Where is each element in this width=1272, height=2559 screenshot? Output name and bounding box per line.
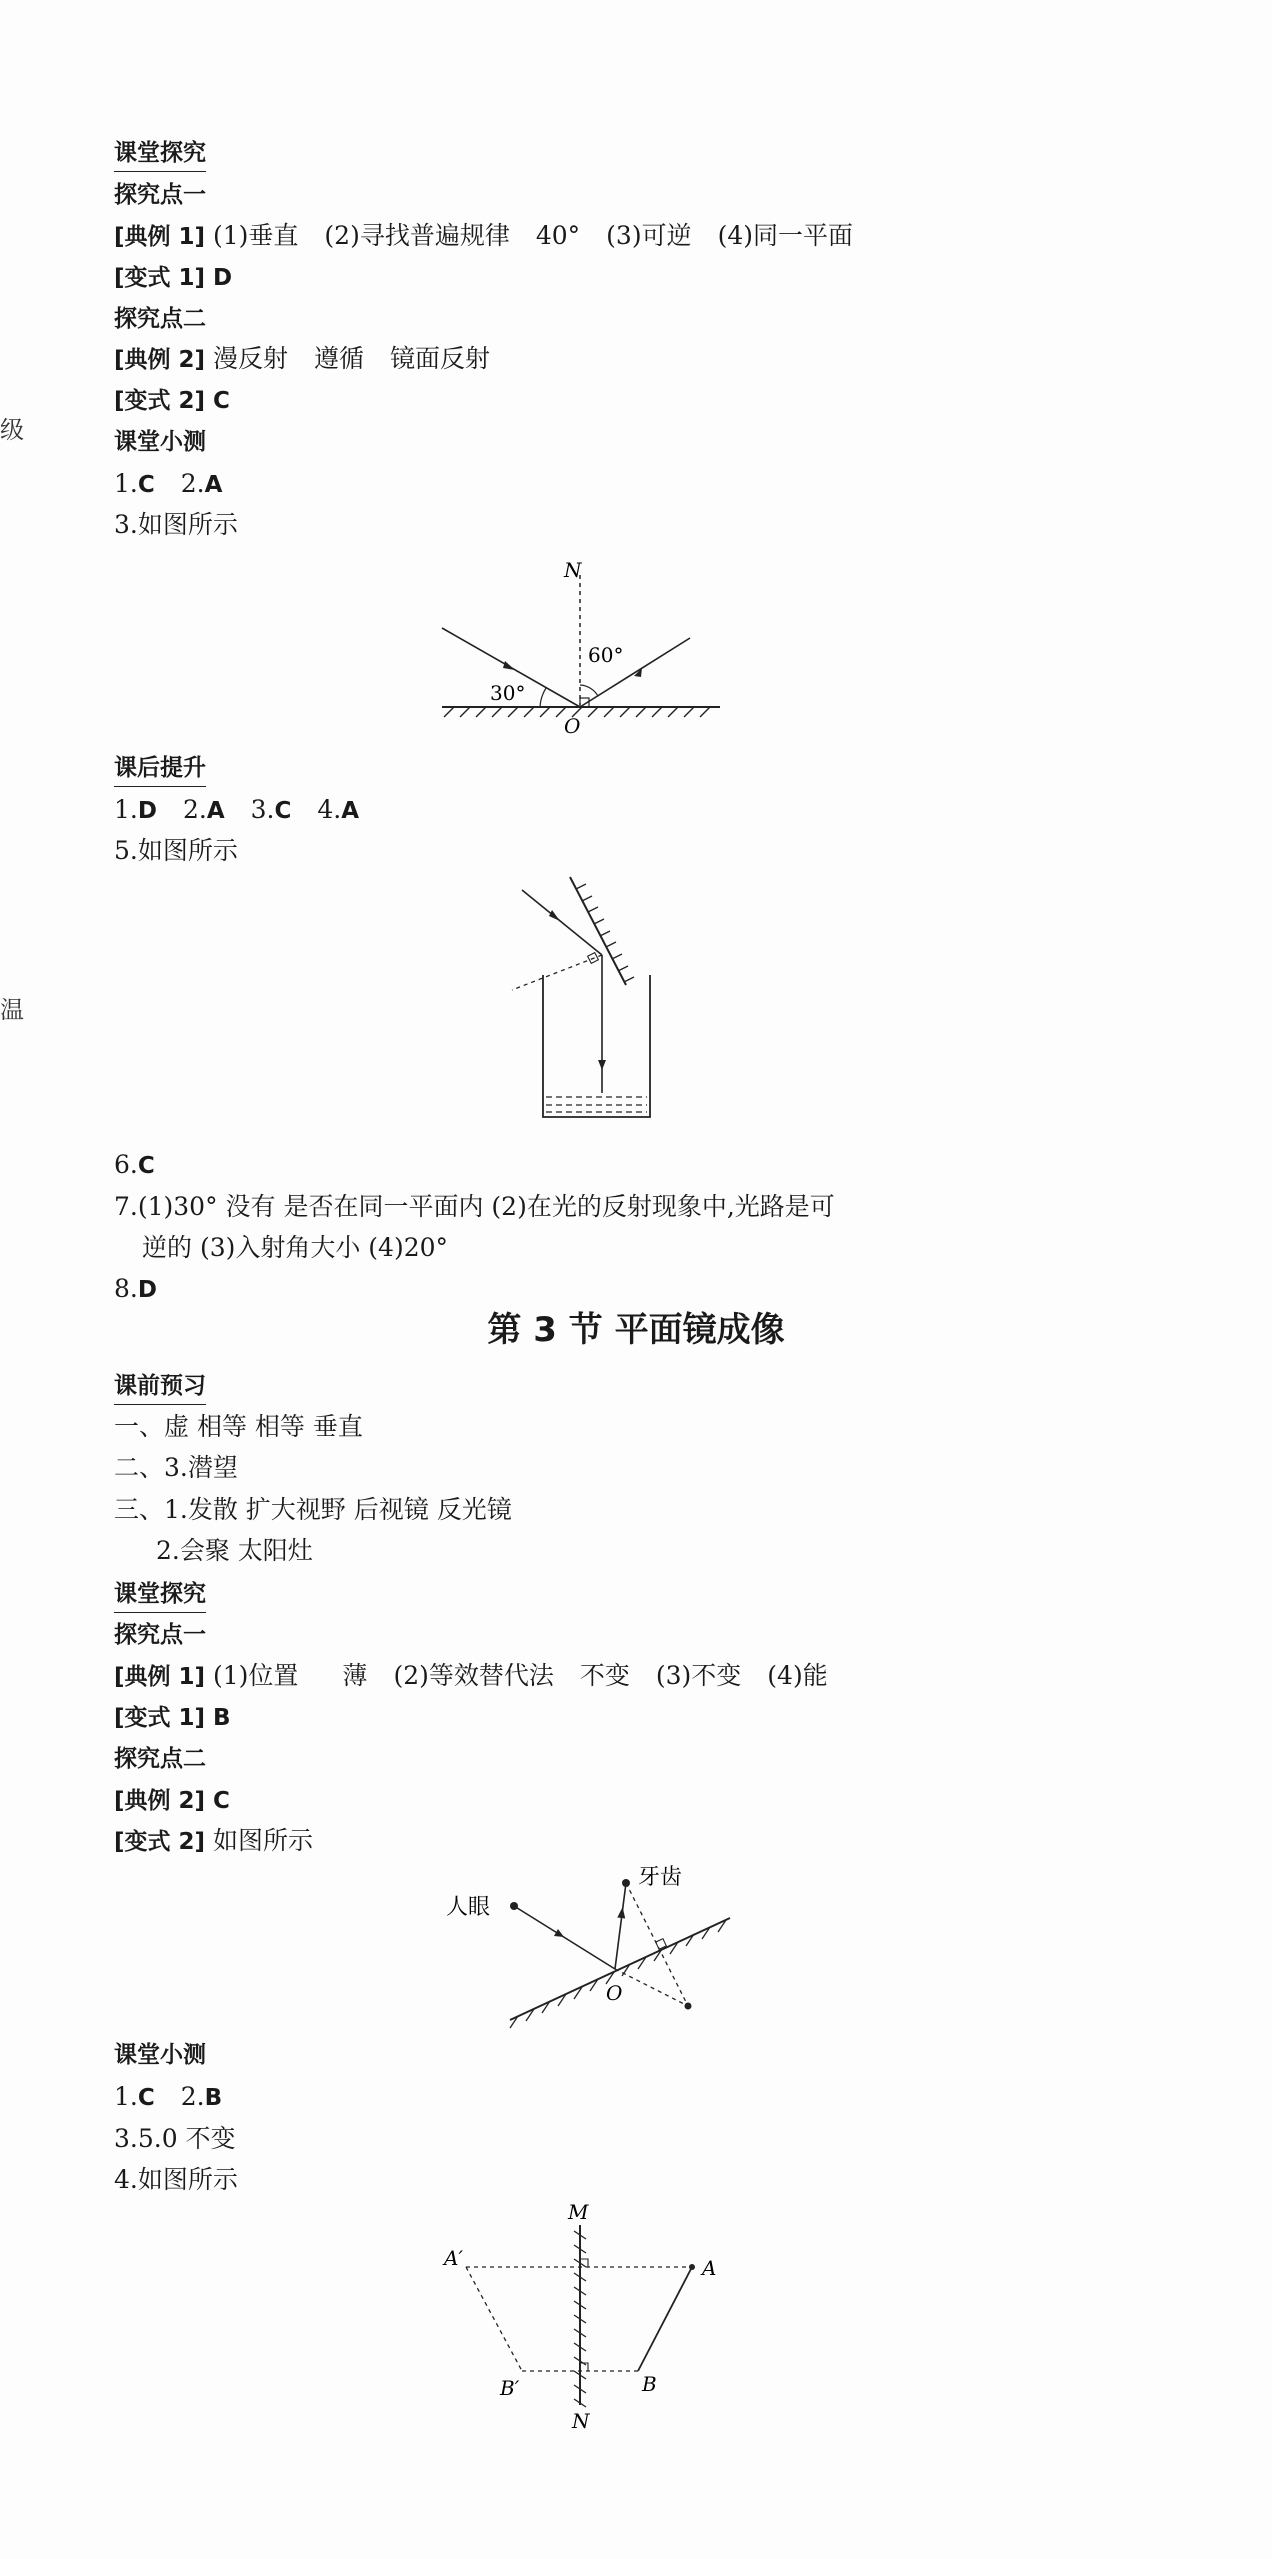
point-label-b-prime: B′ [500, 2376, 520, 2400]
quiz-answers-1-2: 1.C 2.A [114, 469, 223, 498]
explore-point-1: 探究点一 [114, 182, 206, 208]
reflection-diagram-1 [430, 550, 730, 745]
margin-char-1: 级 [0, 416, 24, 444]
variant-2-answer-s2: [变式 2] 如图所示 [114, 1826, 314, 1855]
quiz-answer-4-s2: 4.如图所示 [114, 2165, 238, 2194]
angle-label-60: 60° [588, 643, 624, 667]
example-1-answer-s2: [典例 1] (1)位置 薄 (2)等效替代法 不变 (3)不变 (4)能 [114, 1661, 828, 1690]
variant-2-answer: [变式 2] C [114, 388, 230, 414]
margin-char-2: 温 [0, 996, 24, 1024]
point-label-o-2: O [606, 1981, 623, 2005]
quiz-answer-3-s2: 3.5.0 不变 [114, 2124, 236, 2153]
heading-classroom-explore-2: 课堂探究 [114, 1576, 206, 1613]
after-answers-1-4: 1.D 2.A 3.C 4.A [114, 795, 360, 824]
pre-answer-1: 一、虚 相等 相等 垂直 [114, 1412, 363, 1441]
variant-1-answer: [变式 1] D [114, 265, 233, 291]
heading-classroom-quiz: 课堂小测 [114, 429, 206, 455]
example-1-answer: [典例 1] (1)垂直 (2)寻找普遍规律 40° (3)可逆 (4)同一平面 [114, 221, 853, 250]
after-answer-7-line1: 7.(1)30° 没有 是否在同一平面内 (2)在光的反射现象中,光路是可 [114, 1192, 835, 1221]
variant-1-answer-s2: [变式 1] B [114, 1705, 231, 1731]
after-answer-8: 8.D [114, 1274, 157, 1303]
quiz-answers-1-2-s2: 1.C 2.B [114, 2082, 223, 2111]
pre-answer-4: 2.会聚 太阳灶 [156, 1536, 313, 1565]
pre-answer-3: 三、1.发散 扩大视野 后视镜 反光镜 [114, 1495, 512, 1524]
explore-point-2: 探究点二 [114, 306, 206, 332]
explore-point-2-s2: 探究点二 [114, 1746, 206, 1772]
after-answer-6: 6.C [114, 1150, 155, 1179]
heading-after-class: 课后提升 [114, 750, 206, 787]
mirror-container-diagram [500, 875, 680, 1130]
example-2-answer-s2: [典例 2] C [114, 1788, 230, 1814]
eye-teeth-mirror-diagram [440, 1860, 760, 2035]
angle-label-30: 30° [490, 681, 526, 705]
heading-classroom-explore: 课堂探究 [114, 135, 206, 172]
mirror-label-n: N [572, 2409, 590, 2430]
after-answer-5: 5.如图所示 [114, 836, 238, 865]
explore-point-1-s2: 探究点一 [114, 1622, 206, 1648]
teeth-label: 牙齿 [638, 1865, 683, 1890]
normal-label-n: N [564, 558, 582, 582]
heading-classroom-quiz-2: 课堂小测 [114, 2042, 206, 2068]
pre-answer-2: 二、3.潜望 [114, 1453, 238, 1482]
point-label-b: B [642, 2372, 657, 2396]
point-label-a: A [702, 2256, 717, 2280]
mirror-label-m: M [568, 2200, 589, 2224]
heading-pre-class: 课前预习 [114, 1368, 206, 1405]
point-label-o: O [564, 714, 581, 738]
point-label-a-prime: A′ [444, 2246, 463, 2270]
quiz-answer-3: 3.如图所示 [114, 510, 238, 539]
example-2-answer: [典例 2] 漫反射 遵循 镜面反射 [114, 344, 491, 373]
section-title: 第 3 节 平面镜成像 [487, 1310, 785, 1350]
plane-mirror-image-diagram [430, 2195, 730, 2430]
after-answer-7-line2: 逆的 (3)入射角大小 (4)20° [142, 1233, 449, 1262]
eye-label: 人眼 [446, 1895, 491, 1920]
